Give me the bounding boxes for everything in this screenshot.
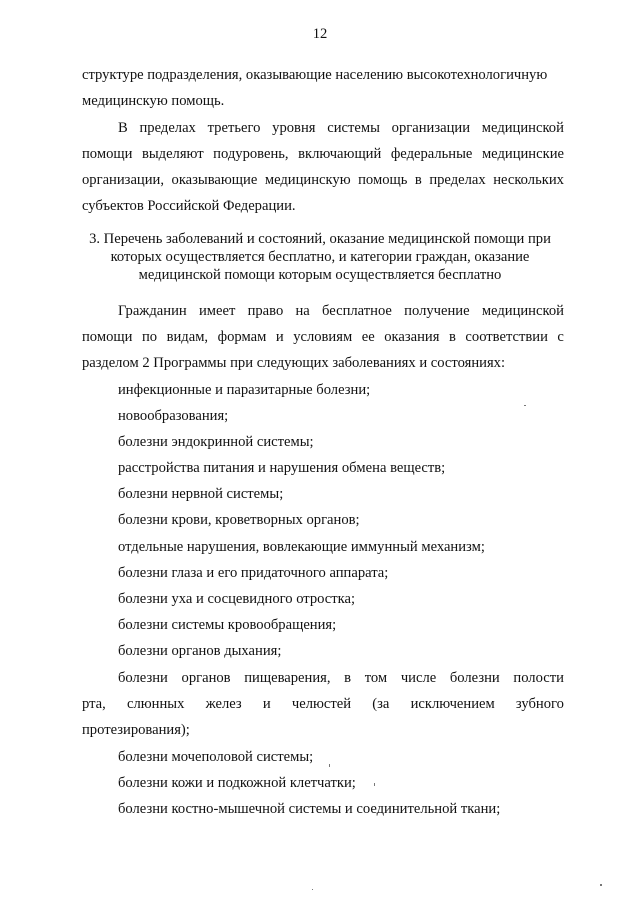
word: системы — [327, 120, 380, 136]
word: и — [275, 329, 284, 345]
condition-item: новообразования; — [118, 408, 229, 424]
section-heading-line: 3. Перечень заболеваний и состояний, оказание медицинской помощи при — [89, 231, 551, 247]
word: челюстей — [291, 696, 352, 712]
word: по — [141, 329, 158, 345]
word: оказывающие — [171, 172, 258, 188]
word: третьего — [207, 120, 261, 136]
paragraph-line — [118, 302, 564, 320]
word: и — [262, 696, 271, 712]
paragraph-line: медицинскую помощь. — [82, 93, 225, 109]
word: органов — [181, 670, 231, 686]
scan-speck — [524, 405, 526, 406]
condition-item: отдельные нарушения, вовлекающие иммунный механизм; — [118, 539, 485, 555]
word: имеет — [198, 303, 236, 319]
condition-item: болезни крови, кроветворных органов; — [118, 512, 360, 528]
word: пределах — [139, 120, 196, 136]
condition-item-line — [118, 669, 564, 687]
word: Гражданин — [118, 303, 187, 319]
word: получение — [404, 303, 470, 319]
condition-item-line: протезирования); — [82, 722, 190, 738]
word: том — [364, 670, 388, 686]
word: рта, — [82, 696, 106, 712]
condition-item: расстройства питания и нарушения обмена веществ; — [118, 460, 446, 476]
word: помощи — [82, 146, 133, 162]
word: организации, — [82, 172, 164, 188]
word: В — [118, 120, 128, 136]
condition-item: болезни органов дыхания; — [118, 643, 282, 659]
paragraph-line: субъектов Российской Федерации. — [82, 198, 296, 214]
condition-item: болезни уха и сосцевидного отростка; — [118, 591, 356, 607]
condition-item: болезни системы кровообращения; — [118, 617, 337, 633]
word: включающий — [298, 146, 382, 162]
word: федеральные — [390, 146, 473, 162]
scan-speck — [329, 764, 330, 767]
condition-item: болезни кожи и подкожной клетчатки; — [118, 775, 356, 791]
word: подуровень, — [213, 146, 289, 162]
word: в — [414, 172, 422, 188]
word: зубного — [515, 696, 564, 712]
word: полости — [513, 670, 564, 686]
condition-item: инфекционные и паразитарные болезни; — [118, 382, 371, 398]
word: формам — [217, 329, 267, 345]
word: бесплатное — [322, 303, 392, 319]
word: оказания — [384, 329, 440, 345]
word: выделяют — [141, 146, 204, 162]
word: право — [247, 303, 284, 319]
word: медицинскую — [264, 172, 351, 188]
section-heading-line: медицинской помощи которым осуществляется бесплатно — [138, 267, 502, 283]
word: с — [557, 329, 564, 345]
section-heading-line: которых осуществляется бесплатно, и категории граждан, оказание — [110, 249, 530, 265]
word: пределах — [429, 172, 486, 188]
scan-speck — [374, 783, 375, 786]
word: организации — [391, 120, 471, 136]
word: условиям — [293, 329, 353, 345]
word: (за — [372, 696, 390, 712]
page-number: 12 — [312, 26, 328, 42]
scan-speck — [600, 884, 602, 886]
paragraph-line — [118, 119, 564, 137]
paragraph-line — [82, 145, 564, 163]
scan-speck — [312, 889, 313, 890]
word: на — [295, 303, 310, 319]
word: соответствии — [465, 329, 548, 345]
paragraph-line: структуре подразделения, оказывающие населению высокотехнологичную — [82, 67, 548, 83]
word: помощь — [358, 172, 408, 188]
word: видам, — [166, 329, 209, 345]
word: нескольких — [493, 172, 564, 188]
word: исключением — [410, 696, 495, 712]
paragraph-line: разделом 2 Программы при следующих заболеваниях и состояниях: — [82, 355, 506, 371]
condition-item-line — [82, 695, 564, 713]
word: желез — [205, 696, 242, 712]
word: медицинской — [481, 303, 564, 319]
condition-item: болезни глаза и его придаточного аппарата; — [118, 565, 389, 581]
word: ее — [361, 329, 375, 345]
condition-item: болезни нервной системы; — [118, 486, 284, 502]
word: медицинские — [481, 146, 564, 162]
word: болезни — [118, 670, 168, 686]
word: в — [448, 329, 456, 345]
word: помощи — [82, 329, 133, 345]
word: числе — [400, 670, 437, 686]
paragraph-line — [82, 171, 564, 189]
word: болезни — [449, 670, 500, 686]
word: в — [344, 670, 352, 686]
word: слюнных — [127, 696, 185, 712]
word: уровня — [272, 120, 316, 136]
condition-item: болезни мочеполовой системы; — [118, 749, 314, 765]
condition-item: болезни костно-мышечной системы и соединительной ткани; — [118, 801, 501, 817]
word: медицинской — [481, 120, 564, 136]
word: пищеварения, — [244, 670, 331, 686]
paragraph-line — [82, 328, 564, 346]
condition-item: болезни эндокринной системы; — [118, 434, 314, 450]
